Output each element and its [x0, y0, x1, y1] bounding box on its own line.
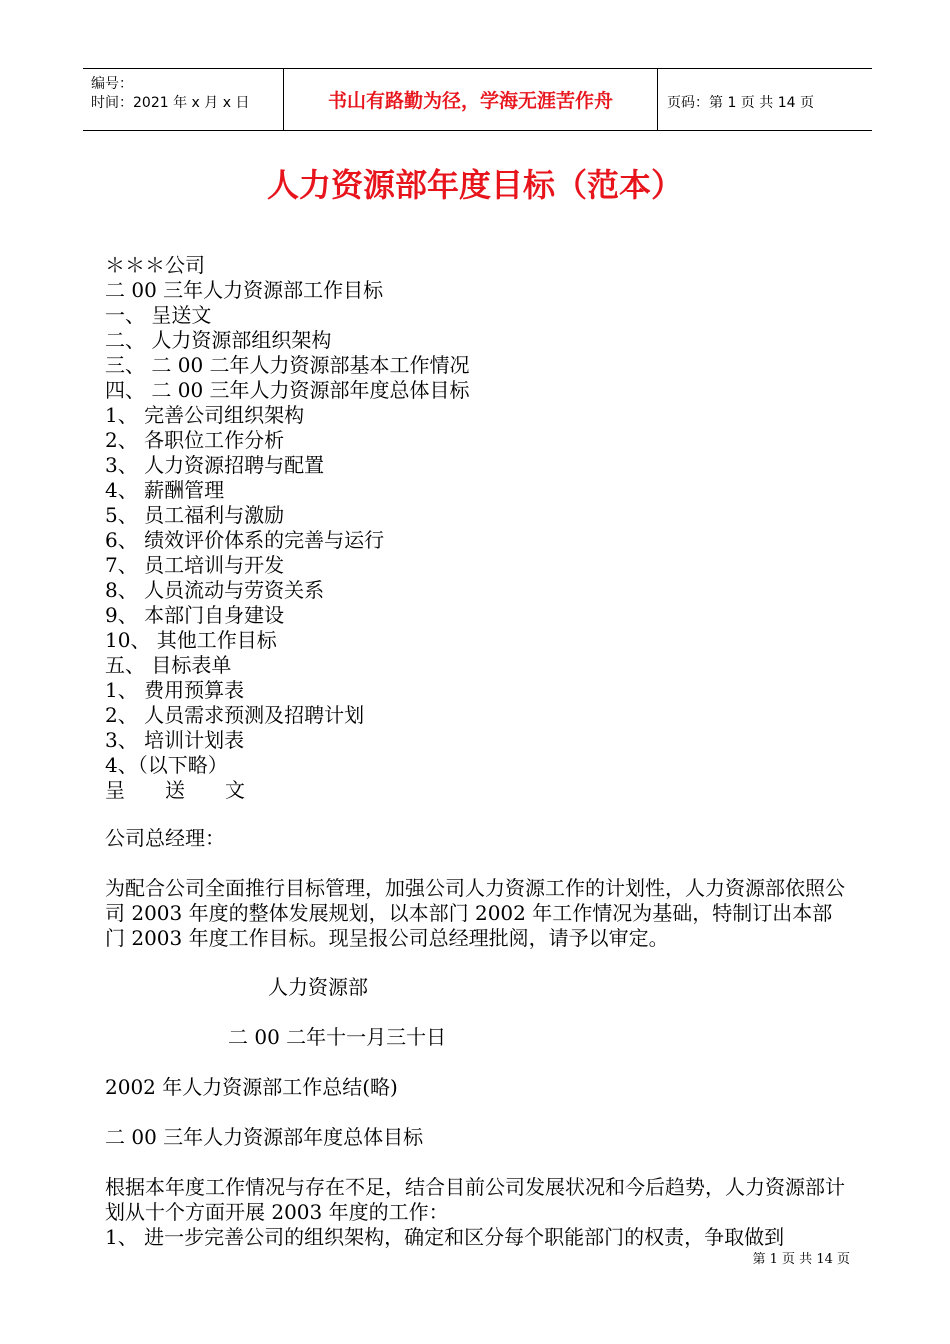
- toc-line: 9、 本部门自身建设: [105, 603, 285, 627]
- toc-line: 3、 培训计划表: [105, 728, 245, 752]
- toc-line: 一、 呈送文: [105, 303, 212, 327]
- toc-line: 1、 完善公司组织架构: [105, 403, 305, 427]
- goals-heading: 二 00 三年人力资源部年度总体目标: [105, 1125, 424, 1149]
- toc-line: 5、 员工福利与激励: [105, 503, 285, 527]
- motto-text: 书山有路勤为径，学海无涯苦作舟: [327, 90, 613, 112]
- toc-line: 7、 员工培训与开发: [105, 553, 285, 577]
- header-page-cell: [657, 69, 872, 130]
- toc-line: 五、 目标表单: [105, 653, 232, 677]
- toc-line: ＊＊＊公司: [105, 253, 205, 277]
- toc-line: 2、 各职位工作分析: [105, 428, 285, 452]
- toc-line: 呈 送 文: [105, 778, 245, 802]
- header-table: [83, 68, 872, 131]
- toc-line: 四、 二 00 三年人力资源部年度总体目标: [105, 378, 470, 402]
- summary-heading: 2002 年人力资源部工作总结(略): [105, 1075, 398, 1099]
- toc-line: 3、 人力资源招聘与配置: [105, 453, 325, 477]
- document-title: 人力资源部年度目标（范本）: [266, 166, 683, 204]
- number-label: 编号：: [91, 76, 133, 92]
- intro-paragraph: 为配合公司全面推行目标管理，加强公司人力资源工作的计划性，人力资源部依照公司 2003 年度的整体发展规划，以本部门 2002 年工作情况为基础，特制订出本部门 2003 年度工作目标。现呈报公司总经理批阅，请予以审定。: [105, 876, 845, 950]
- page-footer: 第 1 页 共 14 页: [752, 1252, 850, 1267]
- signature: 人力资源部: [268, 975, 368, 999]
- time-label: 时间：2021 年 x 月 x 日: [91, 95, 250, 111]
- signature-date: 二 00 二年十一月三十日: [228, 1025, 447, 1049]
- toc-line: 二、 人力资源部组织架构: [105, 328, 332, 352]
- toc-line: 8、 人员流动与劳资关系: [105, 578, 325, 602]
- goal-item-1: 1、 进一步完善公司的组织架构，确定和区分每个职能部门的权责，争取做到: [105, 1225, 785, 1249]
- toc-line: 2、 人员需求预测及招聘计划: [105, 703, 365, 727]
- toc-line: 4、（以下略）: [105, 753, 228, 777]
- goals-intro-paragraph: 根据本年度工作情况与存在不足，结合目前公司发展状况和今后趋势，人力资源部计划从十个方面开展 2003 年度的工作：: [105, 1175, 845, 1224]
- toc-line: 二 00 三年人力资源部工作目标: [105, 278, 384, 302]
- toc-line: 三、 二 00 二年人力资源部基本工作情况: [105, 353, 470, 377]
- page-label: 页码：第 1 页 共 14 页: [667, 95, 814, 111]
- toc-line: 6、 绩效评价体系的完善与运行: [105, 528, 385, 552]
- header-motto-cell: [283, 69, 658, 130]
- toc-line: 10、 其他工作目标: [105, 628, 277, 652]
- header-info-cell: [83, 69, 283, 130]
- toc-line: 4、 薪酬管理: [105, 478, 225, 502]
- toc-line: 1、 费用预算表: [105, 678, 245, 702]
- salutation: 公司总经理：: [105, 826, 225, 850]
